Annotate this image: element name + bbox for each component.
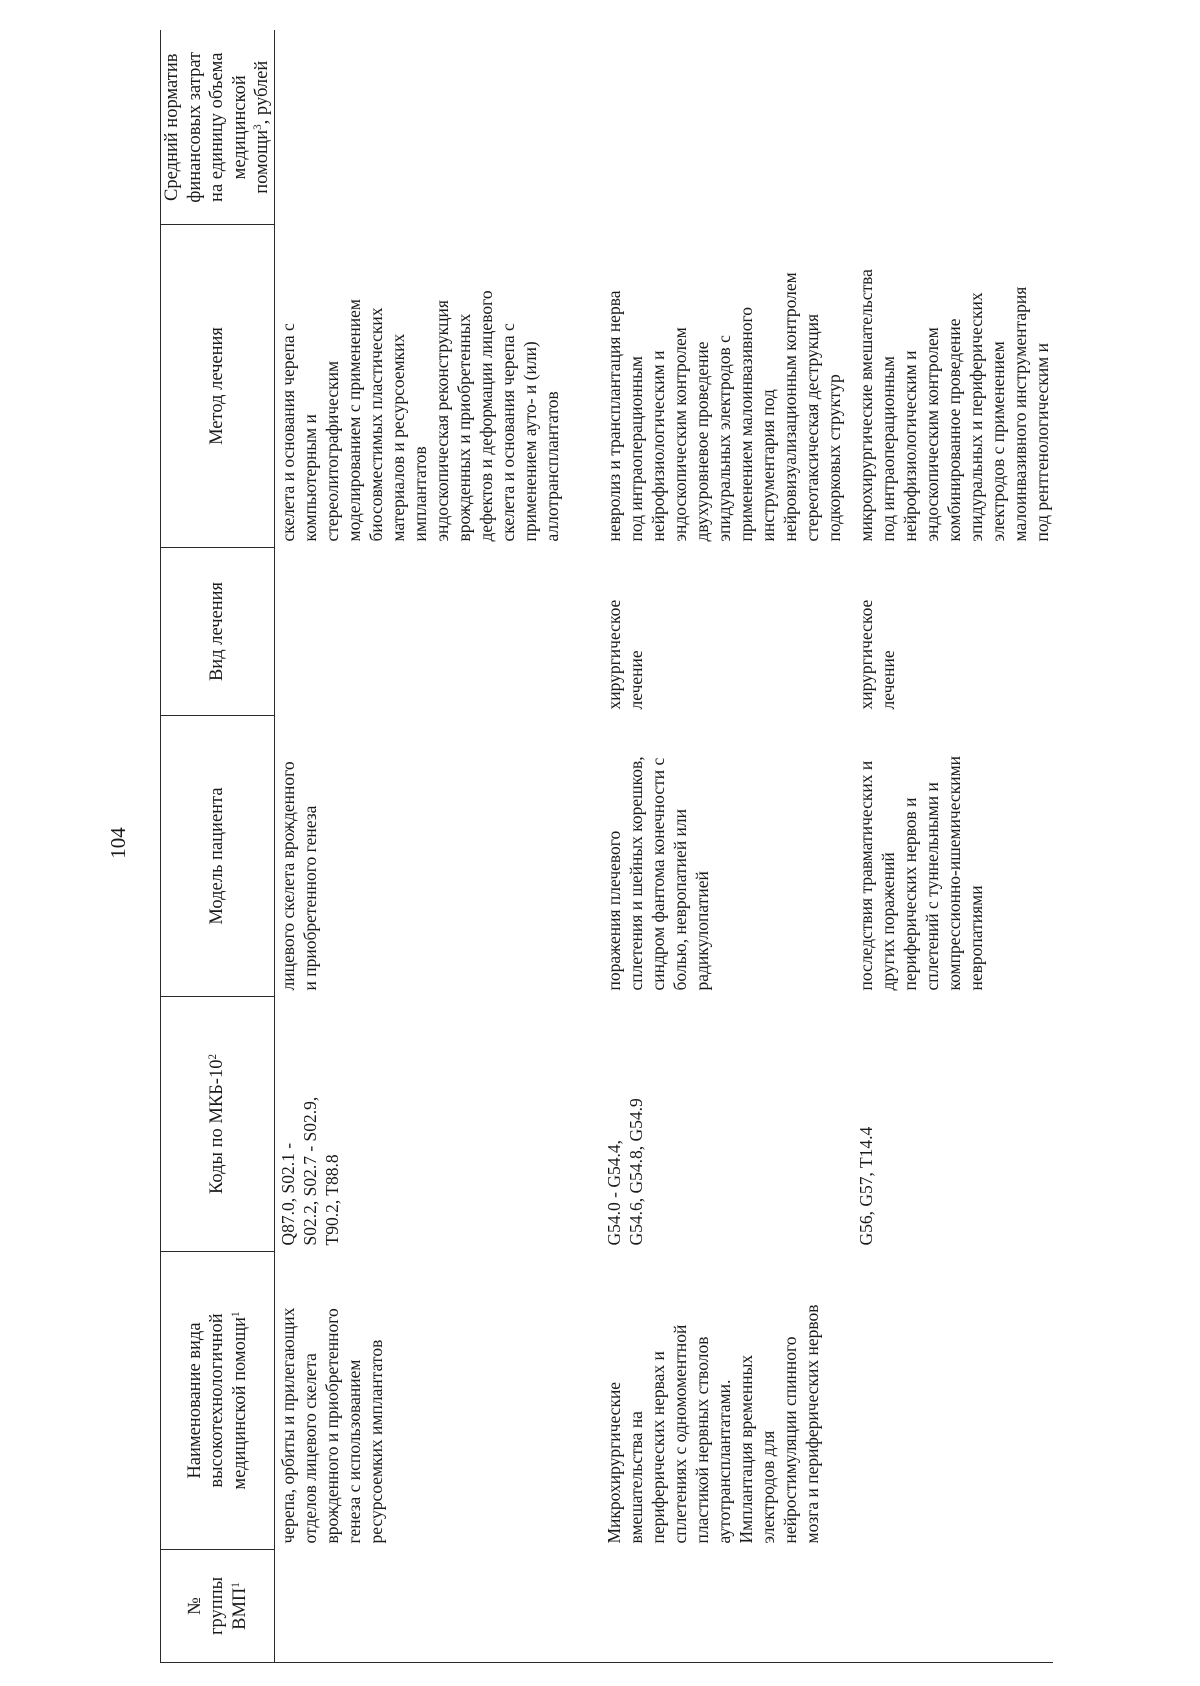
header-treatment-type: Вид лечения — [161, 548, 275, 716]
cell-treatment-method — [563, 225, 845, 548]
cell-icd-codes: Q87.0, S02.1 - S02.2, S02.7 - S02.9, T90.2, T88.8 — [277, 1096, 342, 1246]
cell-vmp-name — [845, 1252, 1053, 1550]
method-item: невролиз и трансплантация нерва под интраоперационным нейрофизиологическим и эндоскопическим контролем — [603, 290, 690, 542]
cell-treatment-method — [274, 225, 563, 548]
table-row — [274, 31, 563, 1663]
cell-vmp-name: Микрохирургические вмешательства на периферических нервах и сплетениях с одномоментной пластикой нервных стволов аутотрансплантатами. Имплантация временных электродов для нейростимуляции спинного мозга и периферических нервов — [603, 1304, 822, 1544]
header-cost-standard: Средний норматив финансовых затрат на единицу объема медицинской помощи$^3$, рублей — [161, 31, 275, 225]
method-item: комбинированное проведение эпидуральных и периферических электродов с применением малоинвазивного инструментария под рентгенологическим и — [943, 286, 1052, 542]
cell-icd-codes: G54.0 - G54.4, G54.6, G54.8, G54.9 — [603, 1098, 646, 1246]
vmp-table — [160, 31, 1053, 1664]
method-item: стереотаксическая деструкция подкорковых структур — [801, 313, 844, 542]
page-number: 104 — [106, 827, 130, 859]
header-patient-model: Модель пациента — [161, 716, 275, 997]
cell-cost — [274, 31, 563, 225]
cell-treatment-type: хирургическое лечение — [855, 599, 898, 710]
table-row — [563, 31, 845, 1663]
cell-icd-codes: G56, G57, T14.4 — [855, 1126, 876, 1246]
cell-cost — [845, 31, 1053, 225]
header-treatment-method: Метод лечения — [161, 225, 275, 548]
header-vmp-name: Наименование вида высокотехнологичной медицинской помощи$^1$ — [161, 1252, 275, 1550]
cell-patient-model: последствия травматических и других поражений периферических нервов и сплетений с туннельными и компрессионно-ишемическими невропатиями — [855, 755, 986, 991]
method-item: скелета и основания черепа с компьютерным и стереолитографическим моделированием с применением биосовместимых пластических материалов и ресурсоемких имплантатов — [277, 298, 430, 542]
cell-group — [274, 1550, 563, 1663]
method-item: двухуровневое проведение эпидуральных электродов с применением малоинвазивного инструментария под нейровизуализационным контролем — [691, 272, 800, 542]
cell-group — [845, 1550, 1053, 1663]
cell-group — [563, 1550, 845, 1663]
cell-patient-model: поражения плечевого сплетения и шейных корешков, синдром фантома конечности с болью, невропатией или радикулопатией — [603, 756, 712, 991]
method-item: микрохирургические вмешательства под интраоперационным нейрофизиологическим и эндоскопическим контролем — [855, 269, 942, 542]
cell-vmp-name: черепа, орбиты и прилегающих отделов лицевого скелета врожденного и приобретенного генеза с использованием ресурсоемких имплантатов — [277, 1307, 386, 1544]
header-icd-codes: Коды по МКБ-$10^2$ — [161, 997, 275, 1252]
cell-treatment-type: хирургическое лечение — [603, 599, 646, 710]
table-row — [845, 31, 1053, 1663]
method-item: эндоскопическая реконструкция врожденных и приобретенных дефектов и деформации лицевого скелета и основания черепа с применением ауто- и (или) аллотрансплантатов — [431, 290, 562, 542]
header-group-number: № группы ВМП$^1$ — [161, 1550, 275, 1663]
cell-treatment-method — [845, 225, 1053, 548]
cell-cost — [563, 31, 845, 225]
table-header-row — [161, 31, 275, 1663]
cell-treatment-type — [274, 548, 563, 716]
cell-patient-model: лицевого скелета врожденного и приобретенного генеза — [277, 761, 320, 991]
